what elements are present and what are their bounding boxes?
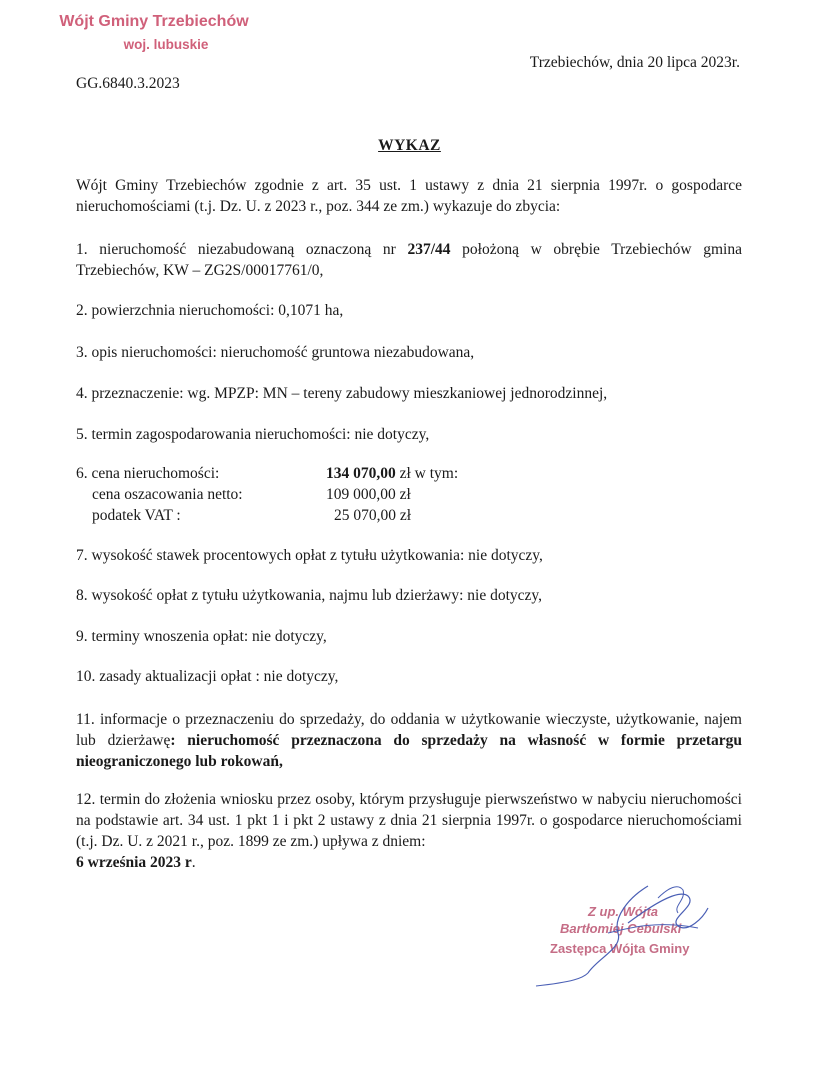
net-price-label: cena oszacowania netto: <box>92 486 243 503</box>
item-11-text: 11. informacje o przeznaczeniu do sprzedaży, do oddania w użytkowanie wieczyste, użytkowanie, najem lub dzierżawę <box>76 711 742 749</box>
price-label: 6. cena nieruchomości: <box>76 465 220 482</box>
item-7: 7. wysokość stawek procentowych opłat z tytułu użytkowania: nie dotyczy, <box>76 547 543 564</box>
item-1-text-post: położoną w obrębie Trzebiechów gmina Trzebiechów, KW – ZG2S/00017761/0, <box>76 241 742 279</box>
price-suffix: zł w tym: <box>395 465 459 482</box>
item-11-bold: : nieruchomość przeznaczona do sprzedaży na własność w formie przetargu nieograniczonego lub rokowań, <box>76 732 743 770</box>
intro-paragraph: Wójt Gminy Trzebiechów zgodnie z art. 35 ust. 1 ustawy z dnia 21 sierpnia 1997r. o gospodarce nieruchomościami (t.j. Dz. U. z 2023 r., poz. 344 ze zm.) wykazuje do zbycia: <box>76 177 742 215</box>
item-9: 9. terminy wnoszenia opłat: nie dotyczy, <box>76 628 327 645</box>
stamp-region: woj. lubuskie <box>123 37 209 52</box>
item-1-text-pre: 1. nieruchomość niezabudowaną oznaczoną nr <box>76 241 408 258</box>
vat-value: 25 070,00 zł <box>334 507 412 524</box>
item-1 <box>76 239 742 281</box>
deadline-suffix: . <box>191 854 196 871</box>
item-12-text: 12. termin do złożenia wniosku przez osoby, którym przysługuje pierwszeństwo w nabyciu nieruchomości na podstawie art. 34 ust. 1 pkt 1 i pkt 2 ustawy z dnia 21 sierpnia 1997r. o gospodarce nieruchomościami (t.j. Dz. U. z 2021 r., poz. 1899 ze zm.) upływa z dniem: <box>76 791 742 850</box>
signature-stamp-line1: Z up. Wójta <box>588 904 659 919</box>
signature-stamp-line2: Bartłomiej Cebulski <box>560 921 682 936</box>
item-4: 4. przeznaczenie: wg. MPZP: MN – tereny zabudowy mieszkaniowej jednorodzinnej, <box>76 385 608 402</box>
place-date: Trzebiechów, dnia 20 lipca 2023r. <box>529 54 740 71</box>
item-5: 5. termin zagospodarowania nieruchomości: nie dotyczy, <box>76 426 430 443</box>
item-2: 2. powierzchnia nieruchomości: 0,1071 ha, <box>76 302 344 319</box>
item-8: 8. wysokość opłat z tytułu użytkowania, najmu lub dzierżawy: nie dotyczy, <box>76 587 543 604</box>
signature-stamp <box>540 900 720 1000</box>
case-number: GG.6840.3.2023 <box>76 75 180 92</box>
office-stamp <box>54 10 254 56</box>
price-amount: 134 070,00 <box>326 465 396 482</box>
handwritten-signature <box>528 878 718 988</box>
signature-stamp-line3: Zastępca Wójta Gminy <box>550 941 690 956</box>
net-price-value: 109 000,00 zł <box>326 486 411 503</box>
item-3: 3. opis nieruchomości: nieruchomość gruntowa niezabudowana, <box>76 344 475 361</box>
item-11 <box>76 709 742 772</box>
deadline-date: 6 września 2023 r <box>76 854 192 871</box>
stamp-office-name: Wójt Gminy Trzebiechów <box>59 13 249 30</box>
parcel-number: 237/44 <box>407 241 451 258</box>
price-value <box>326 463 458 484</box>
vat-label: podatek VAT : <box>92 507 181 524</box>
item-10: 10. zasady aktualizacji opłat : nie dotyczy, <box>76 668 339 685</box>
item-12 <box>76 789 742 873</box>
document-title: WYKAZ <box>378 137 441 154</box>
